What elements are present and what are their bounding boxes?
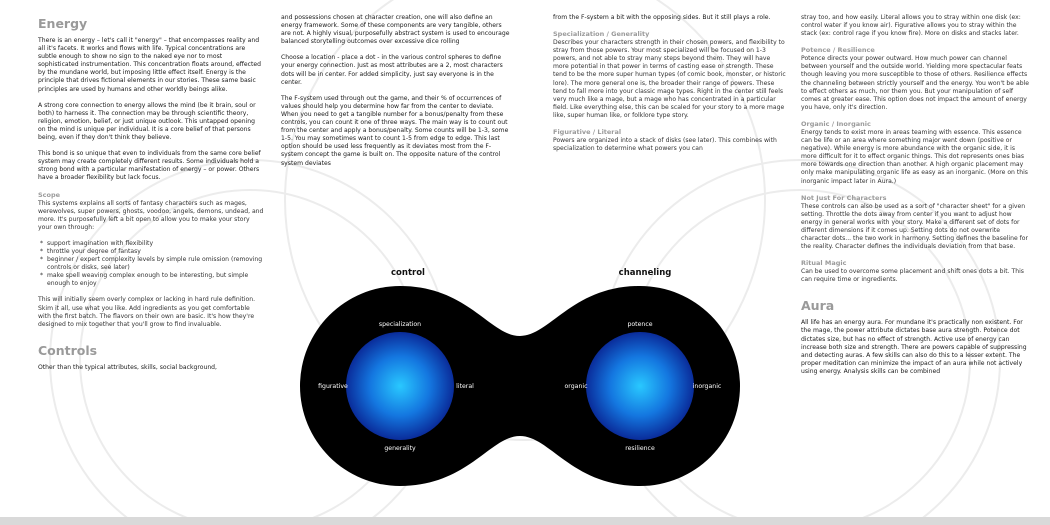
left-control-disk xyxy=(346,332,454,440)
control-label: control xyxy=(391,268,425,278)
energy-paragraph-3: This bond is so unique that even to individuals from the same core belief system may create completely different results. Some individuals hold a strong bond with a particular manifestation of energy – or power. Others have a broader flexibility but lack focus. xyxy=(38,150,261,182)
ritual-magic-paragraph: Can be used to overcome some placement and shift ones dots a bit. This can require time or ingredients. xyxy=(801,268,1024,284)
organic-heading: Organic / Inorganic xyxy=(801,119,871,128)
scope-heading: Scope xyxy=(38,190,61,199)
f-system-paragraph: The F-system used through out the game, and their % of occurrences of values should help you determine how far from the center to deviate. When you need to get a tangible number for a bonus/penalty from these controls, you can count it one of three ways. The main way is to count out from the center and apply a bonus/penalty. Some counts will be 1-3, some 1-5. You may sometimes want to count 1-5 from edge to edge. This last option should be used less frequently as it deviates most from the F-system concept the game is built on. The opposite nature of the control system deviates xyxy=(281,94,509,167)
organic-label: organic xyxy=(564,383,588,390)
column-3 xyxy=(553,14,787,161)
scope-paragraph-1: This systems explains all sorts of fantasy characters such as mages, werewolves, super powers, ghosts, voodoo, angels, demons, undead, and more. It's purposefully left a bit open to allow you to make your story your own through: xyxy=(38,199,264,231)
controls-paragraph: Other than the typical attributes, skills, social background, xyxy=(38,363,217,371)
aura-heading: Aura xyxy=(801,298,835,314)
not-just-characters-paragraph: These controls can also be used as a sort of "character sheet" for a given setting. Throttle the dots away from center if you want to adjust how energy in general works with your story. Make a different set of dots for different dimensions if it comes up. Setting dots do not overwrite character dots... the two work in harmony. Setting defines the baseline for the reality. Character defines the individuals deviation from that base. xyxy=(801,202,1029,251)
channeling-label: channeling xyxy=(618,268,672,278)
organic-paragraph: Energy tends to exist more in areas teaming with essence. This essence can be life or an area where something major went down (positive or negative). While energy is more abundance with the organic side, it is more difficult for it to effect organic things. This dot represents ones bias more towards one direction than another. A high organic placement may only make manipulating organic life as easy as an inorganic. (More on this inorganic impact later in Aura.) xyxy=(801,128,1028,185)
energy-paragraph-1: There is an energy – let's call it "energy" – that encompasses reality and all it's facets. It works and flows with life. Typical concentrations are subtle enough to show no sign to the naked eye nor to most sophisticated instrumentation. This concentration floats around, effected by the mundane world, but imposing little effect itself. Energy is the principle that drives fictional elements in our stories. These same basic principles are used by humans and other worldly beings alike. xyxy=(38,37,262,93)
scope-bullet-list xyxy=(38,240,264,289)
list-item: * make spell weaving complex enough to be interesting, but simple enough to enjoy xyxy=(38,272,264,288)
right-control-disk xyxy=(586,332,694,440)
figurative-heading: Figurative / Literal xyxy=(553,128,622,137)
controls-heading: Controls xyxy=(38,342,98,358)
potence-heading: Potence / Resilience xyxy=(801,46,875,55)
stray-paragraph: stray too, and how easily. Literal allows you to stray within one disk (ex: control water if you know air). Figurative allows you to stray within the stack (ex: control rage if you know fire). More on disks and stacks later. xyxy=(801,14,1021,38)
specialization-label: specialization xyxy=(378,321,422,328)
ritual-magic-heading: Ritual Magic xyxy=(801,259,847,268)
list-item: * beginner / expert complexity levels by simple rule omission (removing controls or disks, see later) xyxy=(38,256,264,272)
not-just-characters-heading: Not Just For Characters xyxy=(801,193,887,202)
potence-label: potence xyxy=(627,321,653,328)
column-4 xyxy=(801,14,1031,384)
column-2 xyxy=(281,14,513,176)
framework-paragraph: and possessions chosen at character creation, one will also define an energy framework. Some of these components are very tangible, others are not. A highly visual, purposefully abstract system is used to encourage balanced storytelling outcomes over excessive dice rolling xyxy=(281,14,510,46)
specialization-paragraph: Describes your characters strength in their chosen powers, and flexibility to stray from those powers. Your most specialized will be focused on 1-3 powers, and not able to stray many steps beyond them. They will have more potential in that power in terms of casting ease or strength. These tend to be the more super human types (of comic book, monster, or historic lore). The more general one is, the broader their range of powers. These tend to fall more into your classic mage types. Right in the center still feels very much like a mage, but a mage who has concentrated in a particular field. Like everything else, this can be scaled for your story to a more mage like, super human like, or folklore type story. xyxy=(553,39,786,119)
f-system-continued: from the F-system a bit with the opposing sides. But it still plays a role. xyxy=(553,14,771,21)
resilience-label: resilience xyxy=(625,445,655,452)
energy-heading: Energy xyxy=(38,16,88,31)
generality-label: generality xyxy=(384,445,416,452)
controls-diagram xyxy=(300,264,740,514)
list-item: * support imagination with flexibility xyxy=(38,240,264,248)
aura-paragraph: All life has an energy aura. For mundane it's practically non existent. For the mage, the power attribute dictates base aura strength. Potence dot dictates size, but has no effect of strength. Active use of energy can increase both size and strength. There are powers capable of suppressing and detecting auras. A few skills can also do this to a lesser extent. The proper meditation can minimize the impact of an aura while not actively using energy. Analysis skills can be combined xyxy=(801,319,1027,375)
inorganic-label: inorganic xyxy=(692,383,722,390)
location-paragraph: Choose a location - place a dot - in the various control spheres to define your energy connection. Just as most attributes are a 2, most characters dots will be in center. For added simplicity, just say everyone is in the center. xyxy=(281,54,503,86)
energy-paragraph-2: A strong core connection to energy allows the mind (be it brain, soul or both) to harness it. The connection may be through scientific theory, religion, emotion, belief, or just unique outlook. This untapped opening on the mind is unique per individual. It is a core belief of that persons being, even if they don't think they believe. xyxy=(38,101,256,142)
specialization-heading: Specialization / Generality xyxy=(553,30,650,39)
list-item: * throttle your degree of fantasy xyxy=(38,248,264,256)
scope-paragraph-2: This will initially seem overly complex or lacking in hard rule definition. Skim it all, use what you like. Add ingredients as you get comfortable with the first batch. The flavors on their own are basic. It's how they're designed to mix together that you'll grow to find invaluable. xyxy=(38,296,256,328)
figurative-label: figurative xyxy=(318,383,348,390)
column-1 xyxy=(38,14,264,380)
figurative-paragraph: Powers are organized into a stack of disks (see later). This combines with specialization to determine what powers you can xyxy=(553,137,777,153)
potence-paragraph: Potence directs your power outward. How much power can channel between yourself and the outside world. Yielding more spectacular feats though leaving you more susceptible to those of others. Resilience effects the channeling between strictly yourself and the energy. You won't be able to effect others as much, nor them you. But your manipulation of self comes at greater ease. This option does not impact the amount of energy you have, only it's direction. xyxy=(801,55,1030,111)
bottom-border xyxy=(0,517,1050,525)
literal-label: literal xyxy=(456,383,474,390)
